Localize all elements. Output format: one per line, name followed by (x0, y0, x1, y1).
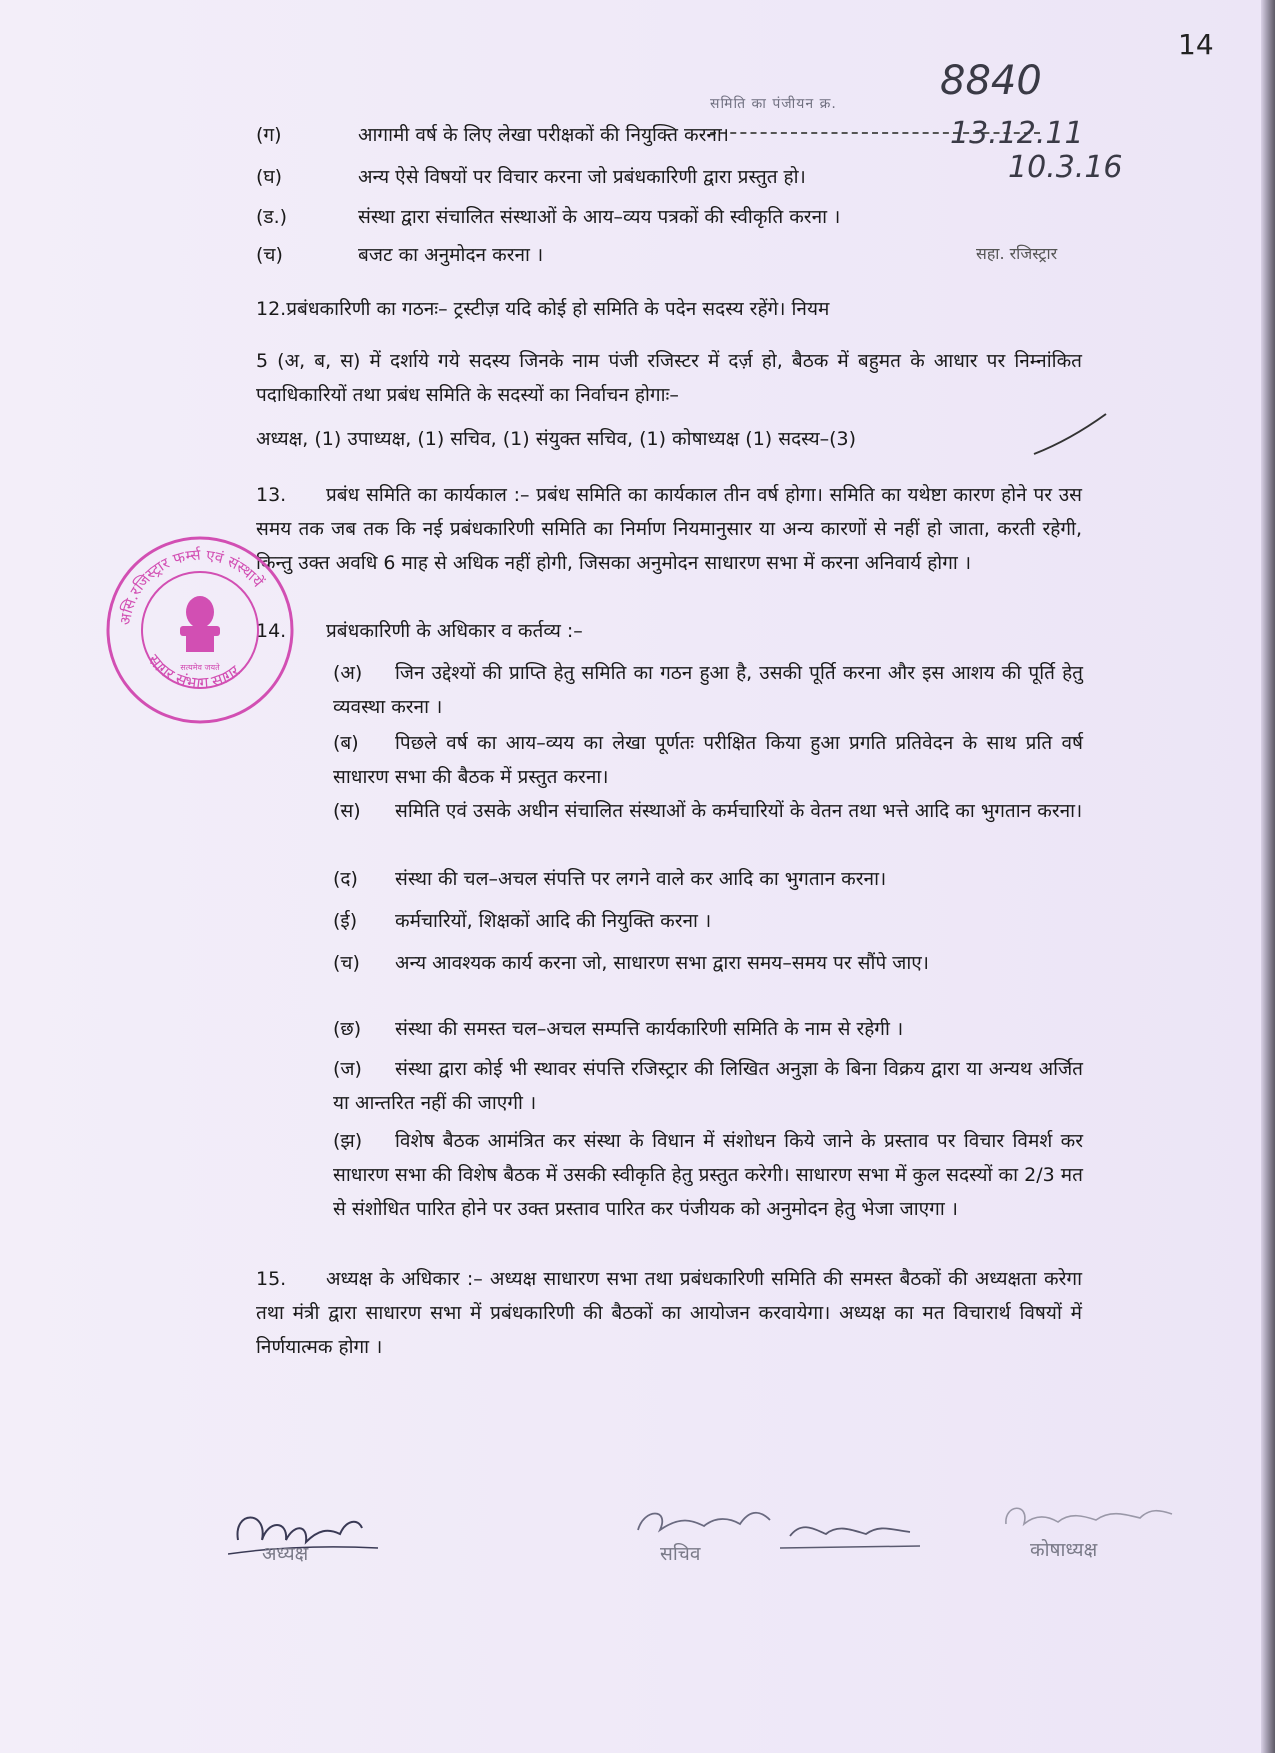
list-item (256, 118, 1082, 152)
item-text: संस्था की चल–अचल संपत्ति पर लगने वाले कर आदि का भुगतान करना। (395, 868, 887, 890)
section-15 (256, 1262, 1082, 1364)
list-item (333, 1012, 1083, 1046)
section-14-heading-row (256, 614, 1082, 648)
section-15-number: 15. (256, 1268, 287, 1290)
registration-caption: सहा. रजिस्ट्रार (976, 244, 1058, 263)
section-12-line1: 12.प्रबंधकारिणी का गठनः– ट्रस्टीज़ यदि कोई हो समिति के पदेन सदस्य रहेंगे। नियम (256, 298, 830, 320)
section-12-line2: 5 (अ, ब, स) में दर्शाये गये सदस्य जिनके नाम पंजी रजिस्टर में दर्ज़ हो, बैठक में बहुमत के आधार पर निम्नांकित पदाधिकारियों तथा प्रबंध समिति के सदस्यों का निर्वाचन होगाः– (256, 350, 1082, 406)
item-label: (च) (333, 952, 360, 974)
list-item (333, 946, 1083, 980)
list-item (333, 656, 1083, 724)
list-item (256, 238, 1082, 272)
section-13-text: प्रबंध समिति का कार्यकाल :– प्रबंध समिति का कार्यकाल तीन वर्ष होगा। समिति का यथेष्टा कारण होने पर उस समय तक जब तक कि नई प्रबंधकारिणी समिति का निर्माण नियमानुसार या अन्य कारणों से नहीं हो जाता, करती रहेगी, किन्तु उक्त अवधि 6 माह से अधिक नहीं होगी, जिसका अनुमोदन साधारण सभा में करना अनिवार्य होगा । (256, 484, 1082, 574)
seal-bottom-text: सागर संभाग सागर (144, 650, 244, 693)
item-text: संस्था की समस्त चल–अचल सम्पत्ति कार्यकारिणी समिति के नाम से रहेगी । (395, 1018, 904, 1040)
page-number: 14 (1178, 28, 1214, 61)
section-13-number: 13. (256, 484, 287, 506)
seal-top-text: असि.रजिस्ट्रार फर्म्स एवं संस्थायें (116, 545, 267, 627)
item-text: संस्था द्वारा संचालित संस्थाओं के आय–व्यय पत्रकों की स्वीकृति करना । (358, 206, 841, 228)
section-15-text: अध्यक्ष के अधिकार :– अध्यक्ष साधारण सभा तथा प्रबंधकारिणी समिति की समस्त बैठकों की अध्यक्षता करेगा तथा मंत्री द्वारा साधारण सभा में प्रबंधकारिणी की बैठकों का आयोजन करवायेगा। अध्यक्ष का मत विचारार्थ विषयों में निर्णयात्मक होगा । (256, 1268, 1082, 1358)
list-item (333, 904, 1083, 938)
item-label: (अ) (333, 662, 363, 684)
section-14-number: 14. (256, 620, 287, 642)
item-label: (स) (333, 800, 361, 822)
list-item (333, 794, 1083, 828)
item-text: अन्य आवश्यक कार्य करना जो, साधारण सभा द्वारा समय–समय पर सौंपे जाए। (395, 952, 930, 974)
item-label: (ब) (333, 732, 359, 754)
item-text: संस्था द्वारा कोई भी स्थावर संपत्ति रजिस्ट्रार की लिखित अनुज्ञा के बिना विक्रय द्वारा या अन्यथ अर्जित या आन्तरित नहीं की जाएगी । (333, 1058, 1083, 1114)
item-label: (ज) (333, 1058, 362, 1080)
signature-title-president: अध्यक्ष (262, 1543, 309, 1565)
signature-president-icon (228, 1500, 398, 1560)
pen-stroke-icon (1030, 410, 1110, 460)
section-12-line3: अध्यक्ष, (1) उपाध्यक्ष, (1) सचिव, (1) संयुक्त सचिव, (1) कोषाध्यक्ष (1) सदस्य–(3) (256, 428, 857, 450)
list-item (256, 200, 1082, 234)
section-13 (256, 478, 1082, 580)
item-label: (घ) (256, 166, 283, 188)
registration-number: 8840 (940, 58, 1042, 104)
registration-date: 13.12.11 (950, 116, 1084, 151)
item-text: बजट का अनुमोदन करना । (358, 244, 544, 266)
list-item (256, 160, 1082, 194)
item-text: जिन उद्देश्यों की प्राप्ति हेतु समिति का गठन हुआ है, उसकी पूर्ति करना और इस आशय की पूर्ति हेतु व्यवस्था करना । (333, 662, 1083, 718)
list-item (333, 1124, 1083, 1226)
item-text: आगामी वर्ष के लिए लेखा परीक्षकों की नियुक्ति करना। (358, 124, 730, 146)
item-label: (च) (256, 244, 283, 266)
emblem-caption: सत्यमेव जयते (180, 663, 220, 672)
list-item (333, 726, 1083, 794)
official-seal-icon (102, 532, 298, 728)
item-text: पिछले वर्ष का आय–व्यय का लेखा पूर्णतः परीक्षित किया हुआ प्रगति प्रतिवेदन के साथ प्रति वर्ष साधारण सभा की बैठक में प्रस्तुत करना। (333, 732, 1083, 788)
item-label: (ड.) (256, 206, 288, 228)
item-label: (द) (333, 868, 358, 890)
list-item (333, 862, 1083, 896)
scan-edge (1261, 0, 1275, 1753)
registration-label: समिति का पंजीयन क्र. (710, 96, 837, 112)
item-text: विशेष बैठक आमंत्रित कर संस्था के विधान में संशोधन किये जाने के प्रस्ताव पर विचार विमर्श कर साधारण सभा की विशेष बैठक में उसकी स्वीकृति हेतु प्रस्तुत करेगी। साधारण सभा में कुल सदस्यों का 2/3 मत से संशोधित पारित होने पर उक्त प्रस्ताव पारित कर पंजीयक को अनुमोदन हेतु भेजा जाएगा । (333, 1130, 1083, 1220)
section-14-heading: प्रबंधकारिणी के अधिकार व कर्तव्य :– (326, 620, 583, 642)
signature-title-secretary: सचिव (660, 1543, 701, 1565)
item-text: कर्मचारियों, शिक्षकों आदि की नियुक्ति करना । (395, 910, 712, 932)
renewal-date: 10.3.16 (1008, 150, 1123, 185)
list-item (333, 1052, 1083, 1120)
item-label: (ग) (256, 124, 282, 146)
item-label: (झ) (333, 1130, 363, 1152)
item-text: समिति एवं उसके अधीन संचालित संस्थाओं के कर्मचारियों के वेतन तथा भत्ते आदि का भुगतान करना। (395, 800, 1083, 822)
signature-title-treasurer: कोषाध्यक्ष (1030, 1539, 1098, 1561)
item-label: (छ) (333, 1018, 362, 1040)
item-text: अन्य ऐसे विषयों पर विचार करना जो प्रबंधकारिणी द्वारा प्रस्तुत हो। (358, 166, 806, 188)
item-label: (ई) (333, 910, 358, 932)
